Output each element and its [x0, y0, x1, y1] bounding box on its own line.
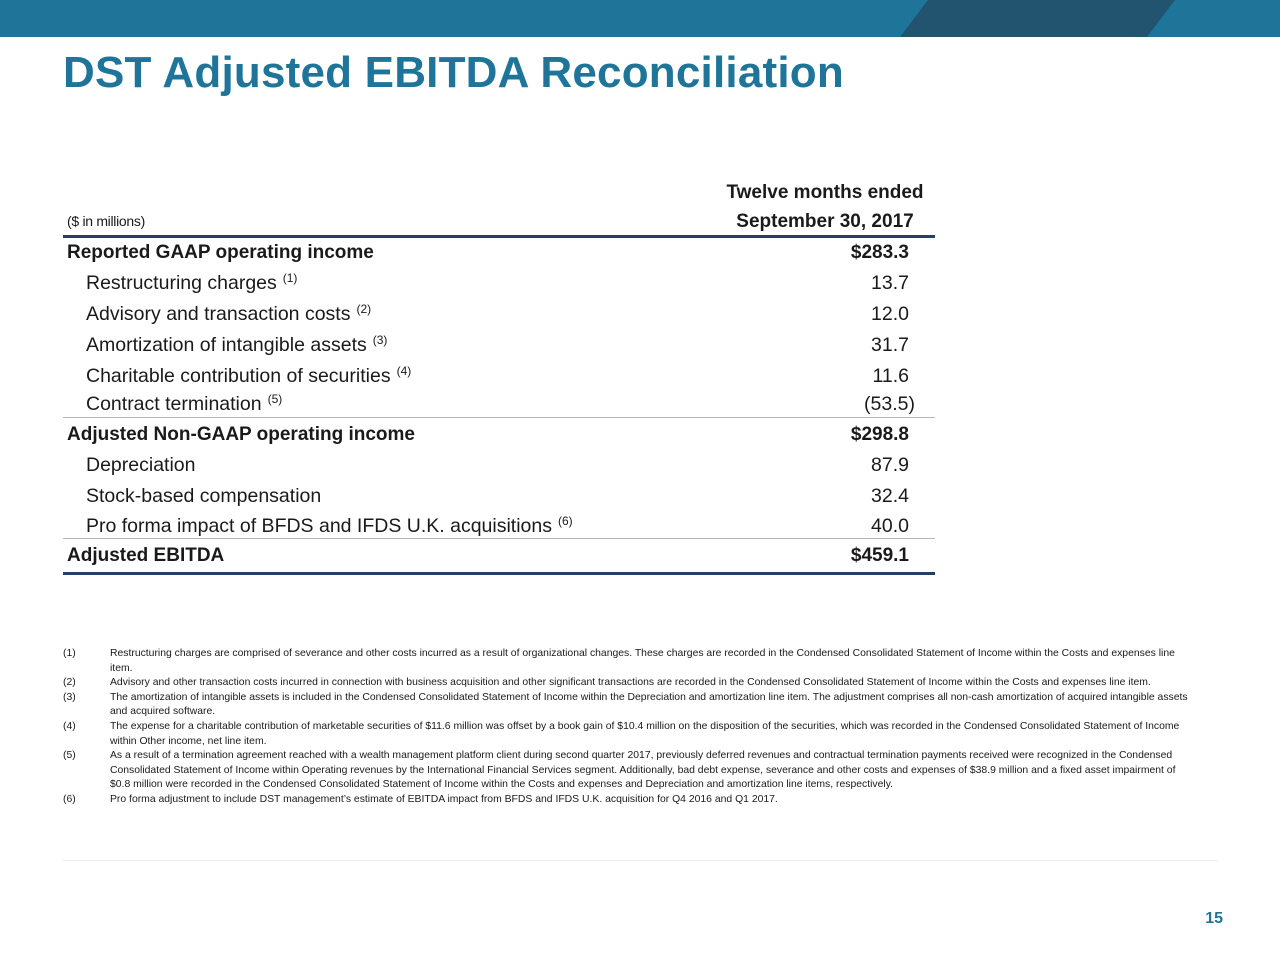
footnote-ref: (3) — [372, 333, 388, 347]
row-label: Restructuring charges $^{(1)}$ — [86, 271, 298, 294]
table-row-amortization — [63, 330, 935, 361]
row-label: Stock-based compensation — [86, 485, 322, 507]
footnote-ref: (2) — [356, 302, 372, 316]
page-number: 15 — [1205, 910, 1223, 927]
table-bottom-rule — [63, 572, 935, 575]
table-row-depreciation — [63, 450, 935, 481]
row-label: Pro forma impact of BFDS and IFDS U.K. acquisitions $^{(6)}$ — [86, 514, 573, 537]
row-label: Charitable contribution of securities $^{(4)}$ — [86, 364, 412, 387]
row-value: 40.0 — [871, 515, 909, 537]
row-label: Advisory and transaction costs $^{(2)}$ — [86, 302, 372, 325]
footnote: (5) As a result of a termination agreement reached with a wealth management platform client during second quarter 2017, previously deferred revenues and contractual termination payments received were recognized in the Condensed Consolidated Statement of Income within Operating revenues by the International Financial Services segment. Additionally, bad debt expense, severance and other costs and expenses of $38.9 million and a fixed asset impairment of $0.8 million were recorded in the Condensed Consolidated Statement of Income within the Costs and expenses and Depreciation and amortization line items, respectively. — [63, 750, 1176, 791]
units-label: ($ in millions) — [67, 213, 145, 229]
row-label: Adjusted Non-GAAP operating income — [67, 424, 416, 445]
table-row-contract-termination — [63, 389, 935, 420]
row-value: 12.0 — [871, 303, 909, 325]
row-value: (53.5) — [864, 393, 915, 415]
row-label: Amortization of intangible assets $^{(3)}$ — [86, 333, 388, 356]
table-row-charitable — [63, 361, 935, 392]
row-value: $283.3 — [850, 242, 909, 263]
row-value: $298.8 — [850, 424, 909, 445]
table-row-adjusted-ebitda — [63, 540, 935, 571]
footnote: (4) The expense for a charitable contribution of marketable securities of $11.6 million was offset by a book gain of $10.4 million on the disposition of the securities, which was recorded in the Condensed Consolidated Statement of Income within Other income, net line item. — [63, 720, 1180, 747]
table-row-advisory — [63, 299, 935, 330]
row-value: 32.4 — [871, 485, 909, 507]
row-value: 31.7 — [871, 334, 909, 356]
row-label: Contract termination $^{(5)}$ — [86, 392, 283, 415]
table-row-stock-comp — [63, 481, 935, 512]
footnote-ref: (6) — [558, 514, 573, 528]
footnote-ref: (5) — [267, 392, 283, 406]
footnotes — [63, 647, 1198, 808]
row-value: 13.7 — [871, 272, 909, 294]
footnote: (3) The amortization of intangible assets is included in the Condensed Consolidated Statement of Income within the Depreciation and amortization line item. The adjustment comprises all non-cash amortization of acquired intangible assets and acquired software. — [63, 691, 1188, 718]
row-value: 11.6 — [872, 365, 909, 387]
footer-divider — [63, 860, 1218, 861]
column-header-period: Twelve months ended — [726, 182, 924, 203]
footnote-ref: (4) — [396, 364, 412, 378]
footnote-ref: (1) — [282, 271, 298, 285]
footnote: (6) Pro forma adjustment to include DST management’s estimate of EBITDA impact from BFDS and IFDS U.K. acquisition for Q4 2016 and Q1 2017. — [63, 793, 778, 805]
column-header-date: September 30, 2017 — [736, 211, 914, 232]
row-label: Reported GAAP operating income — [67, 242, 374, 263]
table-divider — [63, 417, 935, 418]
table-row-reported-gaap — [63, 237, 935, 268]
row-value: $459.1 — [850, 545, 909, 566]
table-row-restructuring — [63, 268, 935, 299]
table-divider — [63, 538, 935, 539]
footnote: (1) Restructuring charges are comprised of severance and other costs incurred as a result of organizational changes. These charges are recorded in the Condensed Consolidated Statement of Income within the Costs and expenses line item. — [63, 648, 1175, 674]
table-row-adjusted-nongaap — [63, 419, 935, 450]
row-label: Depreciation — [86, 454, 196, 476]
header-accent-shape — [900, 0, 1175, 37]
row-label: Adjusted EBITDA — [67, 545, 225, 566]
footnote: (2) Advisory and other transaction costs incurred in connection with business acquisition and other significant transactions are recorded in the Condensed Consolidated Statement of Income within the Costs and expenses line item. — [63, 677, 1151, 689]
row-value: 87.9 — [871, 454, 909, 476]
page-title: DST Adjusted EBITDA Reconciliation — [63, 48, 844, 97]
